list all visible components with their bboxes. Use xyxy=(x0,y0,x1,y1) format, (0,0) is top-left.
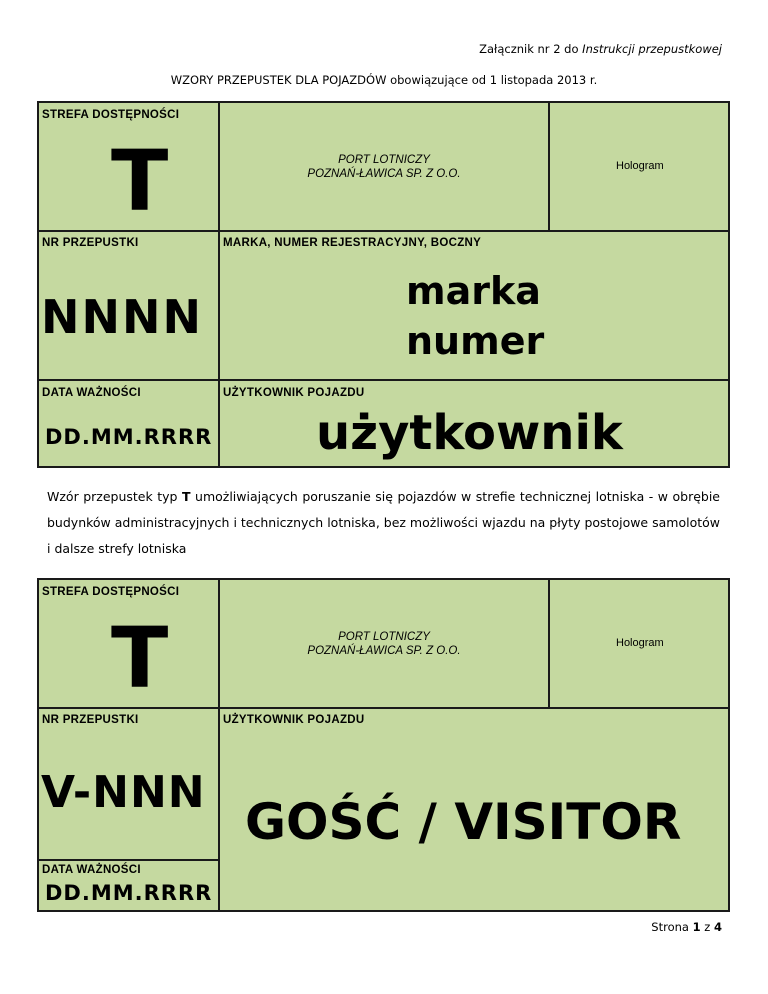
validity-label: DATA WAŻNOŚCI xyxy=(42,387,141,399)
issuer-name: PORT LOTNICZY POZNAŃ-ŁAWICA SP. Z O.O. xyxy=(307,154,461,180)
pass-number-cell xyxy=(39,230,218,379)
zone-cell xyxy=(39,580,218,707)
vehicle-cell xyxy=(218,230,728,379)
validity-value: DD.MM.RRRR xyxy=(45,881,213,905)
hologram-cell xyxy=(548,103,728,230)
vehicle-user-cell xyxy=(218,379,728,466)
hologram-cell xyxy=(548,580,728,707)
validity-cell xyxy=(39,859,218,910)
validity-value: DD.MM.RRRR xyxy=(45,425,213,449)
issuer-cell xyxy=(218,580,548,707)
vehicle-pass-template-2 xyxy=(37,578,730,912)
pass-number-value: NNNN xyxy=(41,290,203,344)
pass-number-cell xyxy=(39,707,218,859)
vehicle-user-cell xyxy=(218,707,728,910)
issuer-cell xyxy=(218,103,548,230)
hologram-label: Hologram xyxy=(616,637,664,649)
zone-letter: T xyxy=(111,132,169,230)
vehicle-label: MARKA, NUMER REJESTRACYJNY, BOCZNY xyxy=(223,237,482,249)
pass-type-letter: T xyxy=(181,489,191,504)
pass-number-value: V-NNN xyxy=(41,767,206,818)
annex-document-name: Instrukcji przepustkowej xyxy=(582,42,722,56)
page-number: Strona 1 z 4 xyxy=(651,920,722,934)
pass-number-label: NR PRZEPUSTKI xyxy=(42,714,139,726)
hologram-label: Hologram xyxy=(616,160,664,172)
vehicle-make: marka xyxy=(406,269,541,313)
annex-reference: Załącznik nr 2 do Instrukcji przepustkowej xyxy=(479,42,722,56)
zone-label: STREFA DOSTĘPNOŚCI xyxy=(42,586,180,598)
page-title: WZORY PRZEPUSTEK DLA POJAZDÓW obowiązujące od 1 listopada 2013 r. xyxy=(170,73,598,87)
vehicle-pass-template-1 xyxy=(37,101,730,468)
vehicle-user-value: użytkownik xyxy=(316,405,623,461)
validity-cell xyxy=(39,379,218,466)
vehicle-user-label: UŻYTKOWNIK POJAZDU xyxy=(223,387,365,399)
zone-label: STREFA DOSTĘPNOŚCI xyxy=(42,109,180,121)
vehicle-number: numer xyxy=(406,319,545,363)
vehicle-user-value: GOŚĆ / VISITOR xyxy=(245,793,682,851)
issuer-name: PORT LOTNICZY POZNAŃ-ŁAWICA SP. Z O.O. xyxy=(307,631,461,657)
vehicle-user-label: UŻYTKOWNIK POJAZDU xyxy=(223,714,365,726)
zone-cell xyxy=(39,103,218,230)
zone-letter: T xyxy=(111,609,169,707)
pass-description: Wzór przepustek typ T umożliwiających poruszanie się pojazdów w strefie technicznej lotniska - w obrębie budynków administracyjnych i technicznych lotniska, bez możliwości wjazdu na płyty postojowe samolotów i dalsze strefy lotniska xyxy=(47,489,720,556)
pass-number-label: NR PRZEPUSTKI xyxy=(42,237,139,249)
validity-label: DATA WAŻNOŚCI xyxy=(42,864,141,876)
